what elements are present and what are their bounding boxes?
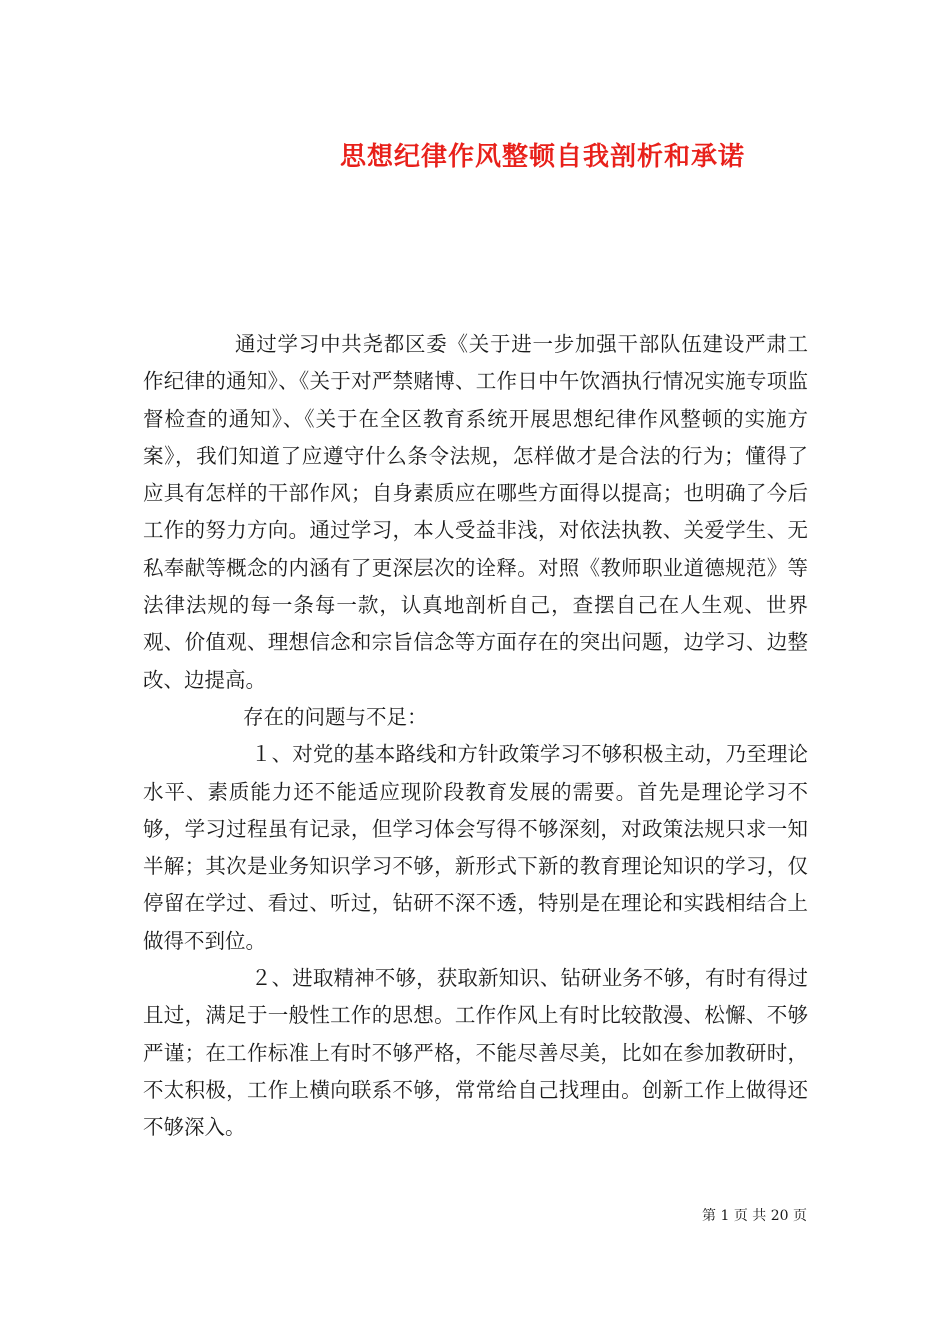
page-number-footer: 第 1 页 共 20 页	[702, 1208, 807, 1224]
problem-item-2: ２、进取精神不够，获取新知识、钻研业务不够，有时有得过且过，满足于一般性工作的思想。工作作风上有时比较散漫、松懈、不够严谨；在工作标准上有时不够严格，不能尽善尽美，比如在参加教研时，不太积极，工作上横向联系不够，常常给自己找理由。创新工作上做得还不够深入。	[143, 966, 808, 1140]
problem-item-1: １、对党的基本路线和方针政策学习不够积极主动，乃至理论水平、素质能力还不能适应现阶段教育发展的需要。首先是理论学习不够，学习过程虽有记录，但学习体会写得不够深刻，对政策法规只求一知半解；其次是业务知识学习不够，新形式下新的教育理论知识的学习，仅停留在学过、看过、听过，钻研不深不透，特别是在理论和实践相结合上做得不到位。	[143, 742, 808, 953]
document-title: 思想纪律作风整顿自我剖析和承诺	[339, 142, 745, 172]
section-heading: 存在的问题与不足：	[243, 704, 428, 729]
document-body	[143, 326, 808, 1147]
intro-paragraph: 通过学习中共尧都区委《关于进一步加强干部队伍建设严肃工作纪律的通知》、《关于对严禁赌博、工作日中午饮酒执行情况实施专项监督检查的通知》、《关于在全区教育系统开展思想纪律作风整顿的实施方案》，我们知道了应遵守什么条令法规，怎样做才是合法的行为；懂得了应具有怎样的干部作风；自身素质应在哪些方面得以提高；也明确了今后工作的努力方向。通过学习，本人受益非浅，对依法执教、关爱学生、无私奉献等概念的内涵有了更深层次的诠释。对照《教师职业道德规范》等法律法规的每一条每一款，认真地剖析自己，查摆自己在人生观、世界观、价值观、理想信念和宗旨信念等方面存在的突出问题，边学习、边整改、边提高。	[143, 332, 808, 692]
